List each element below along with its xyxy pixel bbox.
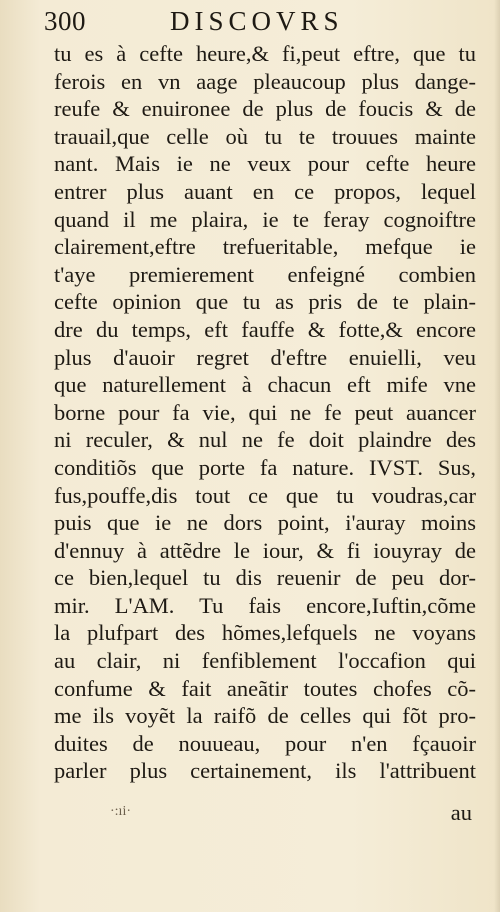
text-line: puis que ie ne dors point, i'auray moins xyxy=(54,510,476,536)
text-line: reufe & enuironee de plus de foucis & de xyxy=(54,96,476,122)
text-line: clairement,eftre trefueritable, mefque ie xyxy=(54,234,476,260)
catchword-row xyxy=(54,800,476,828)
text-line: ni reculer, & nul ne fe doit plaindre des xyxy=(54,427,476,453)
page-edge-shadow xyxy=(494,0,500,912)
text-line: mir. L'AM. Tu fais encore,Iuftin,cõme xyxy=(54,592,476,618)
text-line: confume & fait aneãtir toutes chofes cõ- xyxy=(54,675,476,701)
text-line: dre du temps, eft fauffe & fotte,& encore xyxy=(54,316,476,342)
text-line: nant. Mais ie ne veux pour cefte heure xyxy=(54,151,476,177)
text-line: ce bien,lequel tu dis reuenir de peu dor- xyxy=(54,565,476,591)
text-line: borne pour fa vie, qui ne fe peut auancer xyxy=(54,399,476,425)
text-line: d'ennuy à attẽdre le iour, & fi iouyray de xyxy=(54,537,476,563)
ornament-mark: ·:ıi· xyxy=(110,804,131,819)
text-line: la plufpart des hõmes,lefquels ne voyans xyxy=(54,620,476,646)
page-number: 300 xyxy=(44,6,86,36)
text-line: t'aye premierement enfeigné combien xyxy=(54,261,476,287)
text-line: cefte opinion que tu as pris de te plain- xyxy=(54,289,476,315)
catchword: au xyxy=(450,800,472,825)
running-title: DISCOVRS xyxy=(170,6,344,36)
text-line: conditiõs que porte fa nature. IVST. Sus, xyxy=(54,454,476,480)
text-line: me ils voyẽt la raifõ de celles qui fõt pro- xyxy=(54,703,476,729)
text-line: fus,pouffe,dis tout ce que tu voudras,car xyxy=(54,482,476,508)
text-line: trauail,que celle où tu te trouues mainte xyxy=(54,123,476,149)
text-line: entrer plus auant en ce propos, lequel xyxy=(54,178,476,204)
text-line: duites de nouueau, pour n'en fçauoir xyxy=(54,730,476,756)
text-line: plus d'auoir regret d'eftre enuielli, veu xyxy=(54,344,476,370)
text-line: tu es à cefte heure,& fi,peut eftre, que tu xyxy=(54,41,476,66)
text-line: quand il me plaira, ie te feray cognoiftre xyxy=(54,206,476,232)
page-header xyxy=(44,6,464,40)
text-line: au clair, ni fenfiblement l'occafion qui xyxy=(54,648,476,674)
text-line: parler plus certainement, ils l'attribuent xyxy=(54,758,476,784)
body-text xyxy=(54,40,476,785)
text-line: que naturellement à chacun eft mife vne xyxy=(54,372,476,398)
text-line: ferois en vn aage pleaucoup plus dange- xyxy=(54,68,476,94)
